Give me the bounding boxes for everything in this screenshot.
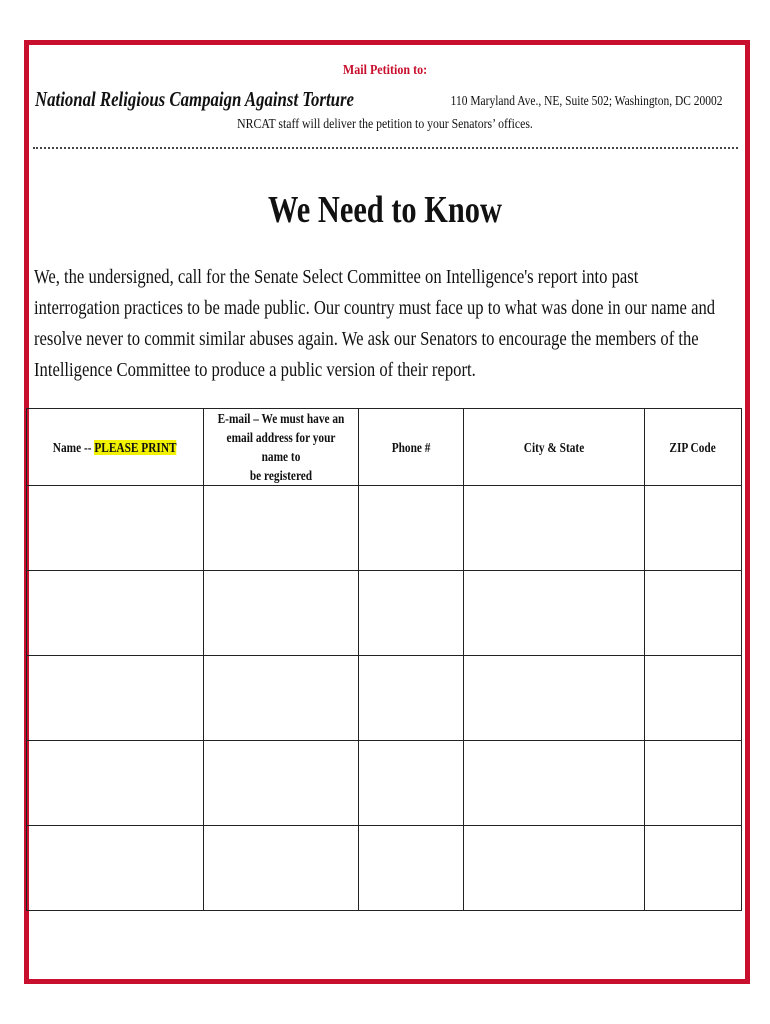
organization-name: National Religious Campaign Against Torture [35,87,354,111]
zip-cell[interactable] [645,486,742,571]
city-state-cell[interactable] [464,656,645,741]
phone-cell[interactable] [359,741,464,826]
city-state-cell[interactable] [464,571,645,656]
zip-cell[interactable] [645,656,742,741]
table-row [27,486,742,571]
table-row [27,741,742,826]
dotted-divider [33,147,738,149]
name-cell[interactable] [27,741,204,826]
email-cell[interactable] [204,486,359,571]
phone-cell[interactable] [359,486,464,571]
city-state-header-label: City & State [523,439,585,455]
phone-cell[interactable] [359,571,464,656]
name-cell[interactable] [27,486,204,571]
phone-cell[interactable] [359,656,464,741]
table-row [27,656,742,741]
column-header-city-state [464,409,645,486]
table-row [27,571,742,656]
zip-cell[interactable] [645,741,742,826]
email-header-line-1: E-mail – We must have an [217,411,345,426]
signature-table [26,408,742,911]
name-label: Name -- [53,439,95,455]
phone-header-label: Phone # [391,439,431,455]
column-header-zip [645,409,742,486]
city-state-cell[interactable] [464,741,645,826]
column-header-name [27,409,204,486]
city-state-cell[interactable] [464,486,645,571]
email-cell[interactable] [204,656,359,741]
signature-table-header [27,409,742,486]
zip-header-label: ZIP Code [669,439,717,455]
column-header-phone [359,409,464,486]
email-header-line-3: be registered [249,468,313,483]
email-header-line-2: email address for your name to [226,430,336,464]
column-header-email [204,409,359,486]
delivery-note: NRCAT staff will deliver the petition to your Senators’ offices. [237,117,533,132]
name-cell[interactable] [27,571,204,656]
name-cell[interactable] [27,826,204,911]
email-cell[interactable] [204,741,359,826]
zip-cell[interactable] [645,571,742,656]
zip-cell[interactable] [645,826,742,911]
email-cell[interactable] [204,826,359,911]
table-row [27,826,742,911]
name-cell[interactable] [27,656,204,741]
city-state-cell[interactable] [464,826,645,911]
email-cell[interactable] [204,571,359,656]
please-print-highlight: PLEASE PRINT [94,439,177,455]
petition-statement: We, the undersigned, call for the Senate Select Committee on Intelligence's report into past interrogation practices to be made public. Our country must face up to what was done in our name and resolve never to commit similar abuses again. We ask our Senators to encourage the members of the Intelligence Committee to produce a public version of their report. [34,266,716,381]
phone-cell[interactable] [359,826,464,911]
mailing-address: 110 Maryland Ave., NE, Suite 502; Washington, DC 20002 [450,94,722,109]
petition-title: We Need to Know [268,189,502,231]
mail-petition-label: Mail Petition to: [342,63,428,78]
